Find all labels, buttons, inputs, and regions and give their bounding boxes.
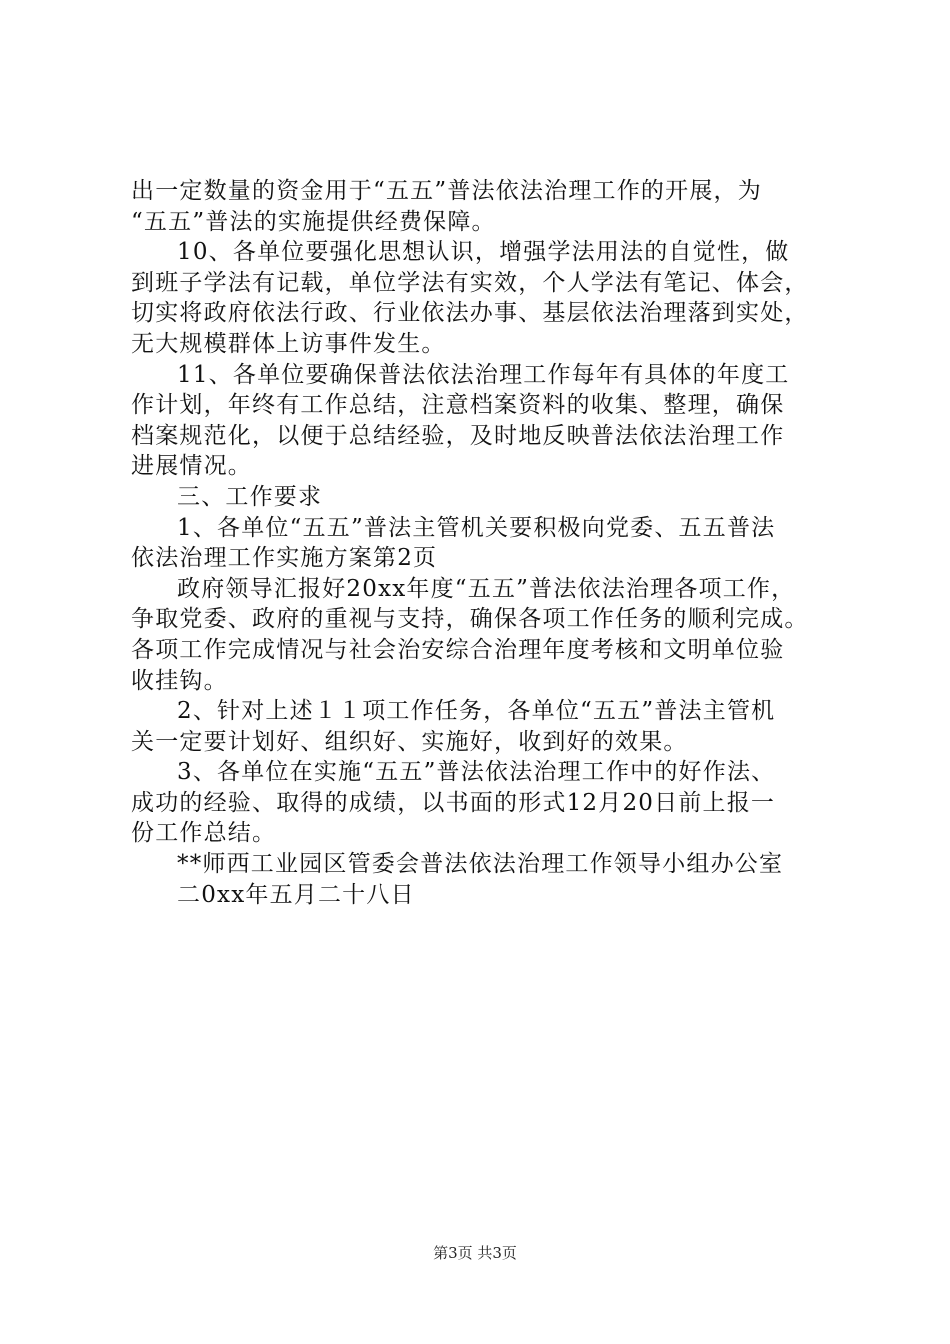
body-line: 依法治理工作实施方案第2页 [131,545,438,572]
body-line: 出一定数量的资金用于“五五”普法依法治理工作的开展，为 [131,178,762,204]
body-line: 争取党委、政府的重视与支持，确保各项工作任务的顺利完成。 [131,606,809,633]
body-line: 成功的经验、取得的成绩，以书面的形式12月20日前上报一 [131,789,776,816]
body-line: 作计划，年终有工作总结，注意档案资料的收集、整理，确保 [131,392,785,419]
body-line: 进展情况。 [131,453,252,480]
body-line: 政府领导汇报好20xx年度“五五”普法依法治理各项工作， [177,575,796,602]
body-line: 3、各单位在实施“五五”普法依法治理工作中的好作法、 [177,759,776,786]
body-line: 1、各单位“五五”普法主管机关要积极向党委、五五普法 [177,514,776,541]
body-line: 10、各单位要强化思想认识，增强学法用法的自觉性，做 [177,239,790,266]
body-line: 无大规模群体上访事件发生。 [131,330,446,357]
body-line: 2、针对上述１１项工作任务，各单位“五五”普法主管机 [177,698,776,725]
body-line: 份工作总结。 [131,820,277,847]
body-line: 档案规范化，以便于总结经验，及时地反映普法依法治理工作 [131,422,785,449]
document-body [131,176,836,910]
signature-org: **师西工业园区管委会普法依法治理工作领导小组办公室 [177,851,784,878]
signature-date: 二0xx年五月二十八日 [177,881,415,908]
body-line: 收挂钩。 [131,667,228,694]
body-line: 到班子学法有记载，单位学法有实效，个人学法有笔记、体会， [131,269,809,296]
page-number-label: 第3页 共3页 [433,1244,517,1262]
page-footer [0,1243,950,1263]
body-line: “五五”普法的实施提供经费保障。 [131,208,496,235]
body-line: 各项工作完成情况与社会治安综合治理年度考核和文明单位验 [131,636,785,663]
body-line: 切实将政府依法行政、行业依法办事、基层依法治理落到实处， [131,300,809,327]
body-line: 11、各单位要确保普法依法治理工作每年有具体的年度工 [177,361,790,388]
section-heading: 三、工作要求 [177,483,323,510]
body-line: 关一定要计划好、组织好、实施好，收到好的效果。 [131,728,688,755]
